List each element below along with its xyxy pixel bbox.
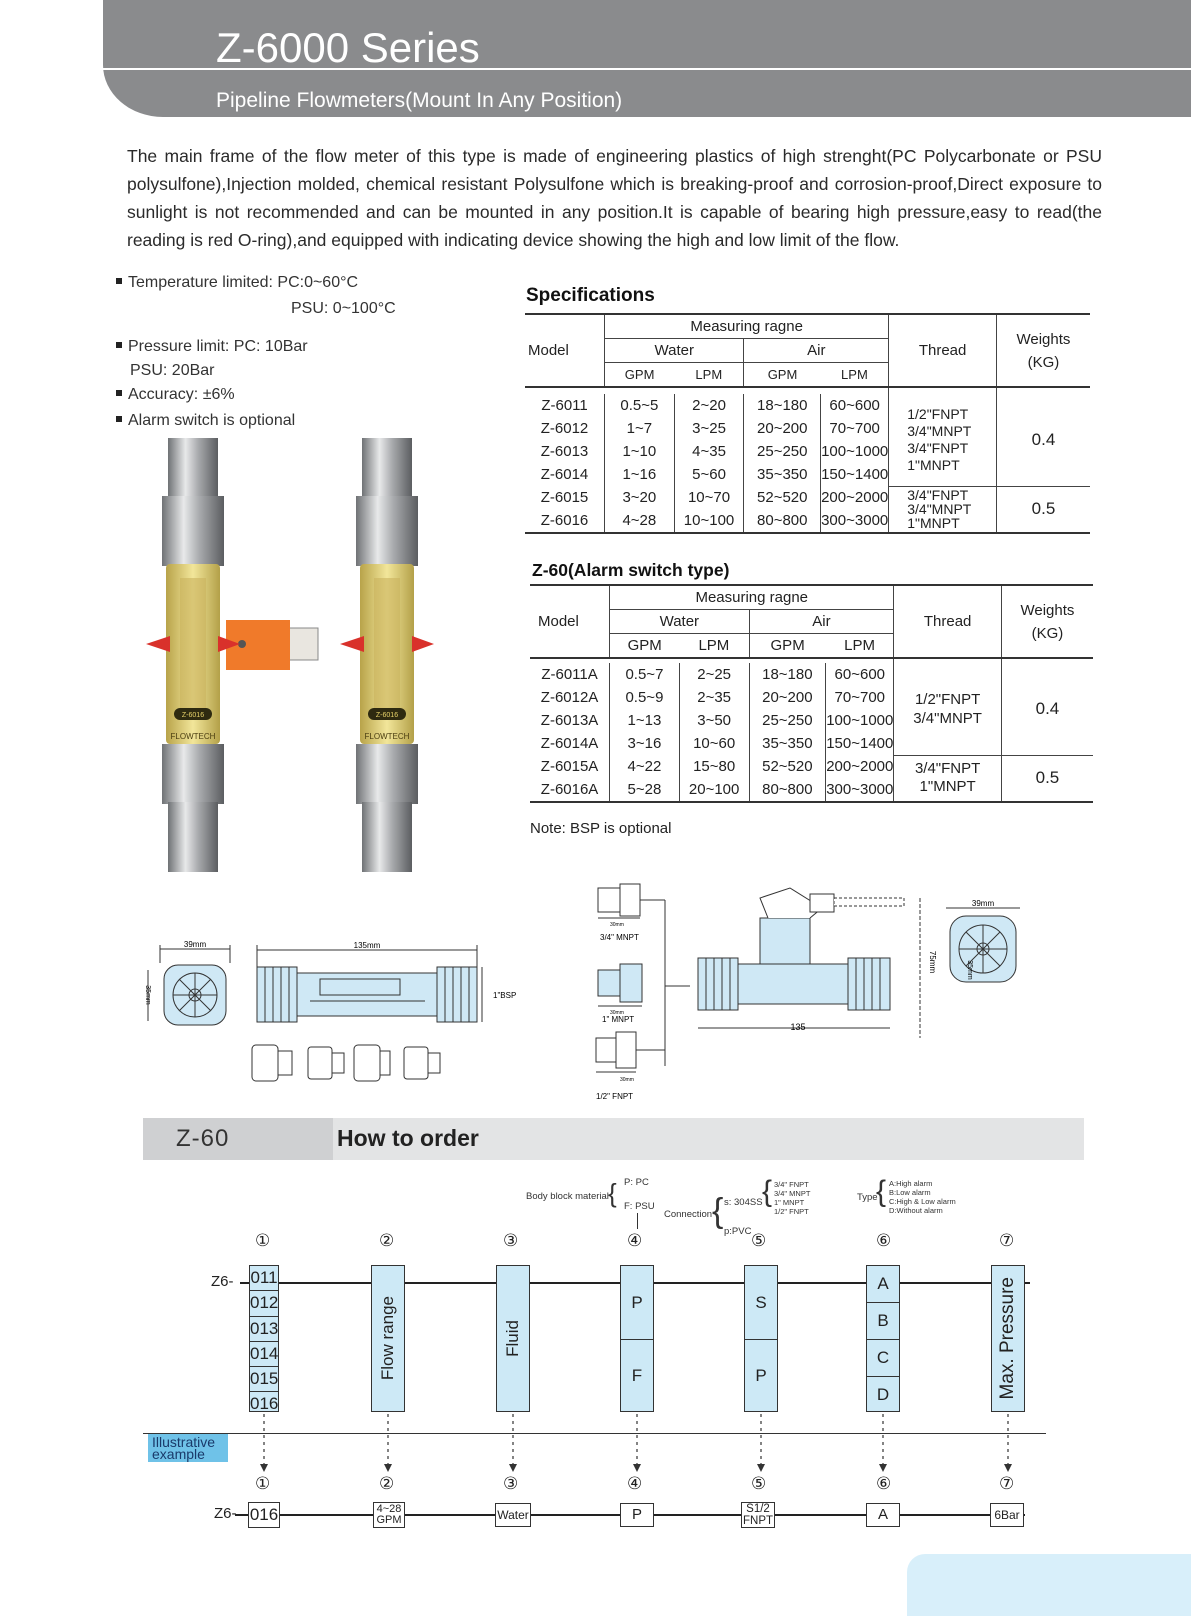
flow-range-box: Flow range xyxy=(371,1265,405,1412)
step-number: ⑦ xyxy=(999,1231,1015,1250)
feature-pressure: Pressure limit: PC: 10Bar xyxy=(116,338,308,356)
dimension-drawing-standard xyxy=(140,935,520,1095)
step-number: ① xyxy=(255,1474,271,1493)
step-number: ④ xyxy=(627,1231,643,1250)
step-number: ④ xyxy=(627,1474,643,1493)
type-options: A:High alarm B:Low alarm C:High & Low alarm D:Without alarm xyxy=(889,1179,956,1215)
dim-135mm-label: 135mm xyxy=(353,941,381,950)
order-model-code: Z-60 xyxy=(176,1125,230,1152)
alarm-thread-group-b: 3/4"FNPT 1"MNPT xyxy=(894,755,1002,802)
dim-30-label: 30mm xyxy=(610,922,624,928)
page-title: Z-6000 Series xyxy=(216,24,480,71)
feature-temperature-psu: PSU: 0~100°C xyxy=(291,300,396,317)
example-flow: 4~28 GPM xyxy=(373,1502,405,1528)
mnpt34-label: 3/4" MNPT xyxy=(600,933,639,942)
flowmeter-alarm-photo xyxy=(146,438,318,872)
dim-30-label: 30mm xyxy=(610,1010,624,1016)
alarm-spec-table: Model Measuring ragne Thread Weights (KG) Water Air GPM LPM GPM LPM Z-6011A 0.5~7 2~25 18~180 60~600 1/2"FNPT 3/4"MNPT 0.4 Z-6012A 0.5~9 2~35 20~200 70~700 Z-6013A 1~13 3~50 25~250 100~1000 Z-6014A 3~16 10~60 35~350 150~1400 Z-6015A 4~22 15~80 52~520 200~2000 3/4"FNPT 1"MNPT 0.5 Z-6016A 5~28 20~100 80~800 300~3000 xyxy=(530,584,1093,803)
dim-35-label: 35mm xyxy=(966,960,973,980)
order-prefix: Z6- xyxy=(211,1273,234,1290)
table-row: Z-6012 1~7 3~25 20~200 70~700 xyxy=(525,417,1090,440)
weight-group-b: 0.5 xyxy=(996,486,1090,533)
col-model: Model xyxy=(528,342,569,359)
table-row: Z-6013A 1~13 3~50 25~250 100~1000 xyxy=(530,709,1093,732)
feature-accuracy: Accuracy: ±6% xyxy=(116,386,235,404)
example-arrows xyxy=(240,1412,1040,1474)
thread-group-a: 1/2"FNPT 3/4"MNPT 3/4"FNPT 1"MNPT xyxy=(889,394,997,486)
order-title: How to order xyxy=(337,1125,479,1151)
col-water: Water xyxy=(605,339,744,363)
type-label: Type xyxy=(857,1192,878,1203)
step-number: ② xyxy=(379,1474,395,1493)
dim-75-label: 75mm xyxy=(928,950,937,974)
spec-table: Model Measuring ragne Thread Weights (KG) Water Air GPM LPM GPM LPM Z-6011 0.5~5 2~20 18~180 60~600 1/2"FNPT 3/4"MNPT 3/4"FNPT 1"MNPT 0.4 Z-6012 1~7 3~25 20~200 70~700 Z-6013 1~10 4~35 25~250 100~1000 Z-6014 1~16 5~60 35~350 150~1400 Z-6015 3~20 10~70 52~520 200~2000 3/4"FNPT 3/4"MNPT 1"MNPT 0.5 Z-6016 4~28 10~100 80~800 300~3000 xyxy=(525,313,1090,534)
example-fluid: Water xyxy=(495,1503,531,1527)
illustrative-example-badge: Illustrative example xyxy=(148,1434,228,1462)
step-number: ① xyxy=(255,1231,271,1250)
col-air: Air xyxy=(744,339,889,363)
connection-label: Connection xyxy=(664,1209,713,1220)
col-measuring: Measuring ragne xyxy=(605,314,889,339)
dim-39-label: 39mm xyxy=(183,940,207,949)
dim-135-label: 135 xyxy=(790,1022,806,1032)
step-number: ⑤ xyxy=(751,1231,767,1250)
dimension-drawing-alarm xyxy=(590,878,1050,1106)
step-number: ⑥ xyxy=(876,1231,892,1250)
feature-temperature: Temperature limited: PC:0~60°C xyxy=(116,274,358,292)
alarm-type-box: A B C D xyxy=(866,1265,900,1412)
model-code-box: 011 012 013 014 015 016 xyxy=(249,1265,279,1412)
connection-threads: 3/4" FNPT 3/4" MNPT 1" MNPT 1/2" FNPT xyxy=(774,1180,811,1216)
page-corner-tab xyxy=(907,1554,1191,1616)
example-prefix: Z6- xyxy=(214,1505,237,1522)
connection-option-ss: s: 304SS xyxy=(724,1197,763,1208)
product-brand: FLOWTECH xyxy=(364,732,410,741)
example-pressure: 6Bar xyxy=(990,1503,1024,1527)
table-row: Z-6014 1~16 5~60 35~350 150~1400 xyxy=(525,463,1090,486)
weight-group-a: 0.4 xyxy=(996,394,1090,486)
dim-bsp-label: 1"BSP xyxy=(493,991,517,1000)
connection-option-pvc: p:PVC xyxy=(724,1226,752,1237)
body-option-pc: P: PC xyxy=(624,1177,649,1188)
alarm-thread-group-a: 1/2"FNPT 3/4"MNPT xyxy=(894,663,1002,755)
table-row: Z-6011 0.5~5 2~20 18~180 60~600 1/2"FNPT 3/4"MNPT 3/4"FNPT 1"MNPT 0.4 xyxy=(525,394,1090,417)
product-brand: FLOWTECH xyxy=(170,732,216,741)
dim-35-label: 35mm xyxy=(144,985,151,1005)
fluid-box: Fluid xyxy=(496,1265,530,1412)
page-subtitle: Pipeline Flowmeters(Mount In Any Position) xyxy=(216,89,623,112)
table-row: Z-6015 3~20 10~70 52~520 200~2000 3/4"FNPT 3/4"MNPT 1"MNPT 0.5 xyxy=(525,486,1090,509)
dim-39-label: 39mm xyxy=(971,899,995,908)
product-label: Z-6016 xyxy=(181,712,205,719)
col-weights: Weights (KG) xyxy=(996,314,1090,387)
step-number: ⑥ xyxy=(876,1474,892,1493)
step-number: ③ xyxy=(503,1231,519,1250)
product-photos xyxy=(140,438,480,893)
flowmeter-standard-photo xyxy=(340,438,434,872)
table-row: Z-6016 4~28 10~100 80~800 300~3000 xyxy=(525,509,1090,533)
table-row: Z-6013 1~10 4~35 25~250 100~1000 xyxy=(525,440,1090,463)
example-material: P xyxy=(620,1503,654,1527)
thread-group-b: 3/4"FNPT 3/4"MNPT 1"MNPT xyxy=(889,486,997,533)
fnpt12-label: 1/2" FNPT xyxy=(596,1092,634,1101)
step-number: ③ xyxy=(503,1474,519,1493)
col-thread: Thread xyxy=(889,314,997,387)
table-row: Z-6012A 0.5~9 2~35 20~200 70~700 xyxy=(530,686,1093,709)
example-alarm: A xyxy=(866,1503,900,1527)
mnpt1-label: 1" MNPT xyxy=(602,1015,635,1024)
connection-box: S P xyxy=(744,1265,778,1412)
body-option-psu: F: PSU xyxy=(624,1201,655,1212)
product-label: Z-6016 xyxy=(375,712,399,719)
body-material-label: Body block material xyxy=(526,1191,609,1202)
feature-pressure-psu: PSU: 20Bar xyxy=(130,362,215,379)
table-row: Z-6016A 5~28 20~100 80~800 300~3000 xyxy=(530,778,1093,802)
table-row: Z-6015A 4~22 15~80 52~520 200~2000 3/4"FNPT 1"MNPT 0.5 xyxy=(530,755,1093,778)
alarm-spec-title: Z-60(Alarm switch type) xyxy=(532,560,730,580)
table-row: Z-6014A 3~16 10~60 35~350 150~1400 xyxy=(530,732,1093,755)
example-model: 016 xyxy=(248,1502,280,1528)
step-number: ⑤ xyxy=(751,1474,767,1493)
feature-alarm: Alarm switch is optional xyxy=(116,412,295,430)
step-number: ② xyxy=(379,1231,395,1250)
max-pressure-box: Max. Pressure xyxy=(991,1265,1025,1412)
intro-paragraph: The main frame of the flow meter of this type is made of engineering plastics of high strenght(PC Polycarbonate or PSU polysulfone),Injection molded, chemical resistant Polysulfone which is breaking-proof and corrosion-proof,Direct exposure to sunlight is not recommended and can be mounted in any position.It is capable of bearing high pressure,easy to read(the reading is red O-ring),and equipped with indicating device showing the high and low limit of the flow. xyxy=(127,146,1102,250)
material-box: P F xyxy=(620,1265,654,1412)
bsp-note: Note: BSP is optional xyxy=(530,820,672,837)
step-number: ⑦ xyxy=(999,1474,1015,1493)
spec-title: Specifications xyxy=(526,285,655,306)
dim-30-label: 30mm xyxy=(620,1077,634,1083)
example-connection: S1/2 FNPT xyxy=(742,1503,774,1527)
table-row: Z-6011A 0.5~7 2~25 18~180 60~600 1/2"FNPT 3/4"MNPT 0.4 xyxy=(530,663,1093,686)
